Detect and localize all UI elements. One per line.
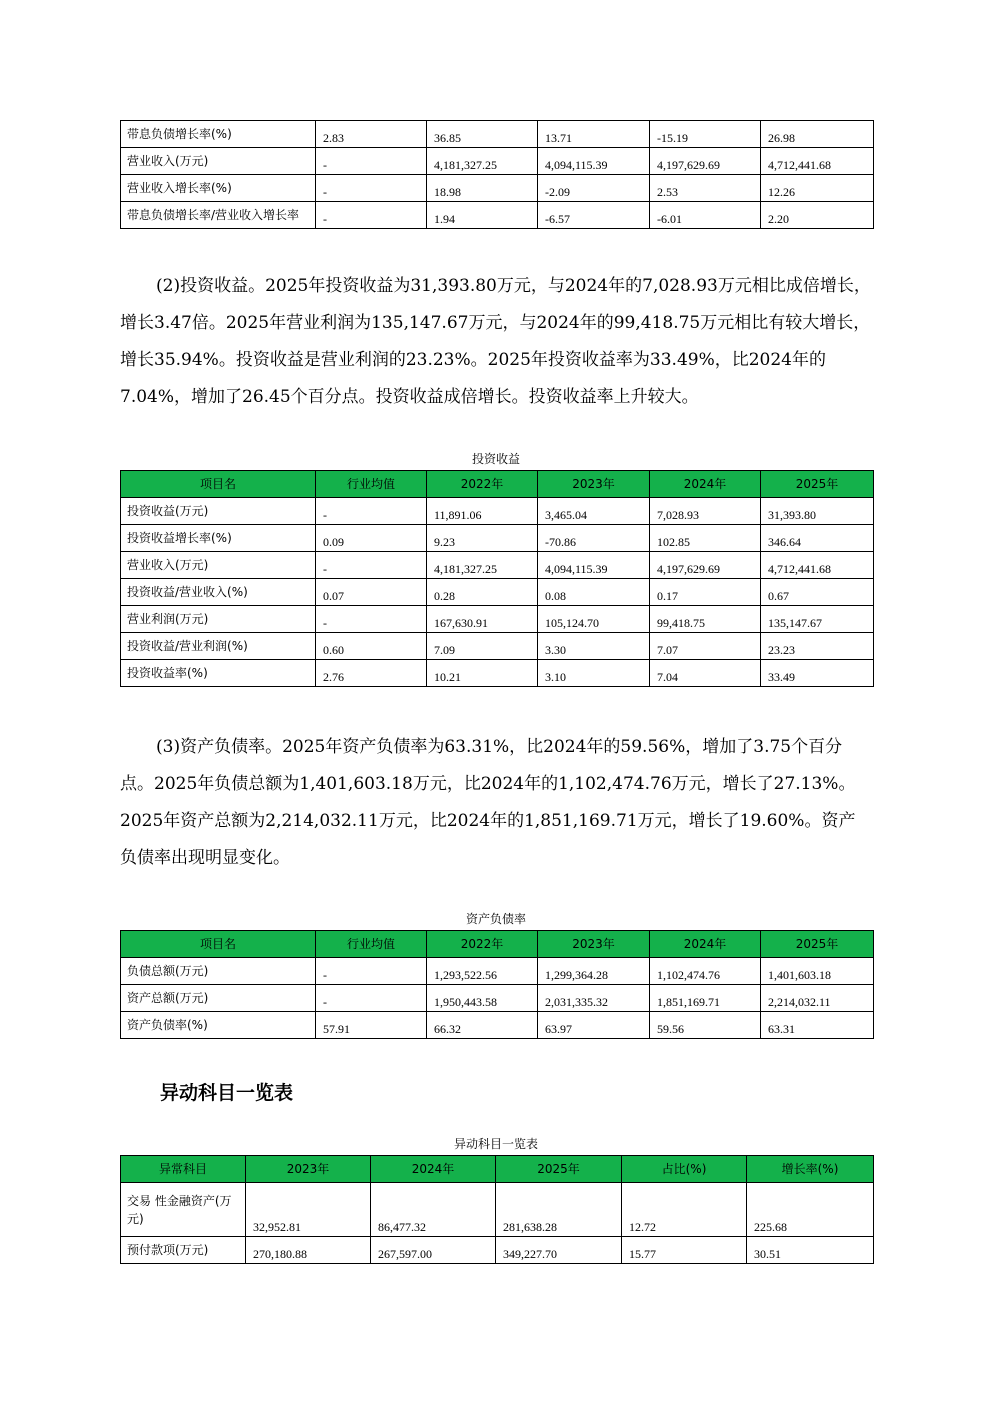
row-label: 营业收入(万元)	[121, 148, 316, 175]
table-cell: 1.94	[427, 202, 538, 229]
table-cell: -	[316, 498, 427, 525]
anomaly-table-body	[121, 1183, 874, 1264]
anomaly-table-header	[121, 1156, 874, 1183]
investment-table-body	[121, 498, 874, 687]
table-cell: 1,950,443.58	[427, 985, 538, 1012]
table-cell: 32,952.81	[246, 1183, 371, 1237]
table-cell: 0.67	[761, 579, 874, 606]
table-cell: 57.91	[316, 1012, 427, 1039]
table-cell: 2.53	[650, 175, 761, 202]
table-row	[121, 525, 874, 552]
table-cell: 2.20	[761, 202, 874, 229]
table-cell: 2,214,032.11	[761, 985, 874, 1012]
table-cell: 4,094,115.39	[538, 148, 650, 175]
table-cell: 102.85	[650, 525, 761, 552]
table-row	[121, 148, 874, 175]
table-cell: -	[316, 175, 427, 202]
row-label: 投资收益(万元)	[121, 498, 316, 525]
column-header: 2023年	[538, 931, 650, 958]
row-label: 预付款项(万元)	[121, 1237, 246, 1264]
debt-table-caption: 资产负债率	[465, 912, 526, 926]
table-cell: 86,477.32	[371, 1183, 496, 1237]
row-label: 资产总额(万元)	[121, 985, 316, 1012]
table-cell: 4,094,115.39	[538, 552, 650, 579]
table-cell: 167,630.91	[427, 606, 538, 633]
table-row	[121, 579, 874, 606]
table-cell: 2.83	[316, 121, 427, 148]
row-label: 投资收益/营业收入(%)	[121, 579, 316, 606]
table-cell: 66.32	[427, 1012, 538, 1039]
table-cell: 15.77	[622, 1237, 747, 1264]
row-label: 投资收益率(%)	[121, 660, 316, 687]
table-cell: 4,712,441.68	[761, 552, 874, 579]
table-cell: 1,293,522.56	[427, 958, 538, 985]
debt-paragraph: (3)资产负债率。2025年资产负债率为63.31%，比2024年的59.56%，增加了3.75个百分点。2025年负债总额为1,401,603.18万元，比2024年的1,102,474.76万元，增长了27.13%。2025年资产总额为2,214,032.11万元，比2024年的1,851,169.71万元，增长了19.60%。资产负债率出现明显变化。	[120, 737, 856, 868]
table-cell: 0.28	[427, 579, 538, 606]
table-cell: 10.21	[427, 660, 538, 687]
table-cell: -15.19	[650, 121, 761, 148]
column-header: 2023年	[246, 1156, 371, 1183]
debt-ratio-table	[120, 930, 874, 1039]
table-cell: 9.23	[427, 525, 538, 552]
table-row	[121, 958, 874, 985]
top-table-body	[121, 121, 874, 229]
table-cell: 11,891.06	[427, 498, 538, 525]
table-cell: -2.09	[538, 175, 650, 202]
table-cell: 0.09	[316, 525, 427, 552]
column-header: 占比(%)	[622, 1156, 747, 1183]
table-cell: 3.10	[538, 660, 650, 687]
row-label: 负债总额(万元)	[121, 958, 316, 985]
table-cell: 1,401,603.18	[761, 958, 874, 985]
table-cell: 270,180.88	[246, 1237, 371, 1264]
table-row	[121, 175, 874, 202]
column-header: 2024年	[650, 931, 761, 958]
table-cell: -6.01	[650, 202, 761, 229]
table-cell: 281,638.28	[496, 1183, 622, 1237]
table-cell: 12.26	[761, 175, 874, 202]
table-cell: 2,031,335.32	[538, 985, 650, 1012]
table-row	[121, 660, 874, 687]
top-table	[120, 120, 874, 229]
anomaly-table	[120, 1155, 874, 1264]
column-header: 增长率(%)	[747, 1156, 874, 1183]
column-header: 2023年	[538, 471, 650, 498]
table-cell: 26.98	[761, 121, 874, 148]
table-cell: 1,851,169.71	[650, 985, 761, 1012]
column-header: 2022年	[427, 931, 538, 958]
section-heading: 异动科目一览表	[160, 1082, 294, 1104]
table-cell: -	[316, 202, 427, 229]
table-cell: 1,102,474.76	[650, 958, 761, 985]
table-cell: 7.04	[650, 660, 761, 687]
table-cell: 7.07	[650, 633, 761, 660]
table-cell: 4,181,327.25	[427, 148, 538, 175]
table-cell: -	[316, 958, 427, 985]
table-cell: -	[316, 552, 427, 579]
table-row	[121, 606, 874, 633]
column-header: 行业均值	[316, 931, 427, 958]
table-cell: 0.60	[316, 633, 427, 660]
table-cell: 13.71	[538, 121, 650, 148]
table-cell: 105,124.70	[538, 606, 650, 633]
table-cell: 0.08	[538, 579, 650, 606]
table-cell: 4,197,629.69	[650, 148, 761, 175]
column-header: 2022年	[427, 471, 538, 498]
table-row	[121, 985, 874, 1012]
column-header: 项目名	[121, 931, 316, 958]
table-cell: 2.76	[316, 660, 427, 687]
table-row	[121, 552, 874, 579]
table-cell: 23.23	[761, 633, 874, 660]
row-label: 交易 性金融资产(万元)	[121, 1183, 246, 1237]
table-cell: 7,028.93	[650, 498, 761, 525]
table-cell: 4,197,629.69	[650, 552, 761, 579]
column-header: 行业均值	[316, 471, 427, 498]
table-row	[121, 633, 874, 660]
column-header: 2025年	[761, 471, 874, 498]
table-cell: 31,393.80	[761, 498, 874, 525]
table-cell: 1,299,364.28	[538, 958, 650, 985]
table-cell: 30.51	[747, 1237, 874, 1264]
investment-table	[120, 470, 874, 687]
table-row	[121, 121, 874, 148]
table-cell: 18.98	[427, 175, 538, 202]
row-label: 投资收益增长率(%)	[121, 525, 316, 552]
column-header: 2025年	[761, 931, 874, 958]
table-cell: 12.72	[622, 1183, 747, 1237]
investment-table-header	[121, 471, 874, 498]
table-cell: 346.64	[761, 525, 874, 552]
table-cell: 4,181,327.25	[427, 552, 538, 579]
table-cell: 99,418.75	[650, 606, 761, 633]
anomaly-table-caption: 异动科目一览表	[453, 1137, 538, 1151]
table-cell: 0.07	[316, 579, 427, 606]
table-cell: 36.85	[427, 121, 538, 148]
table-cell: 33.49	[761, 660, 874, 687]
table-cell: 3.30	[538, 633, 650, 660]
row-label: 带息负债增长率/营业收入增长率	[121, 202, 316, 229]
table-cell: -	[316, 606, 427, 633]
table-cell: 63.31	[761, 1012, 874, 1039]
debt-table-body	[121, 958, 874, 1039]
table-cell: 135,147.67	[761, 606, 874, 633]
column-header: 2024年	[650, 471, 761, 498]
table-cell: -	[316, 148, 427, 175]
row-label: 投资收益/营业利润(%)	[121, 633, 316, 660]
column-header: 异常科目	[121, 1156, 246, 1183]
table-cell: -6.57	[538, 202, 650, 229]
debt-table-header	[121, 931, 874, 958]
table-cell: 7.09	[427, 633, 538, 660]
table-cell: 63.97	[538, 1012, 650, 1039]
table-cell: 0.17	[650, 579, 761, 606]
column-header: 项目名	[121, 471, 316, 498]
table-cell: 225.68	[747, 1183, 874, 1237]
table-cell: 59.56	[650, 1012, 761, 1039]
table-row	[121, 1012, 874, 1039]
table-row	[121, 202, 874, 229]
row-label: 营业收入(万元)	[121, 552, 316, 579]
table-row	[121, 498, 874, 525]
investment-table-caption: 投资收益	[471, 452, 520, 466]
row-label: 营业收入增长率(%)	[121, 175, 316, 202]
row-label: 资产负债率(%)	[121, 1012, 316, 1039]
table-cell: 267,597.00	[371, 1237, 496, 1264]
table-cell: -70.86	[538, 525, 650, 552]
investment-paragraph: (2)投资收益。2025年投资收益为31,393.80万元，与2024年的7,028.93万元相比成倍增长，增长3.47倍。2025年营业利润为135,147.67万元，与2024年的99,418.75万元相比有较大增长，增长35.94%。投资收益是营业利润的23.23%。2025年投资收益率为33.49%，比2024年的7.04%，增加了26.45个百分点。投资收益成倍增长。投资收益率上升较大。	[120, 276, 871, 407]
column-header: 2024年	[371, 1156, 496, 1183]
table-cell: 4,712,441.68	[761, 148, 874, 175]
table-row	[121, 1183, 874, 1237]
table-row	[121, 1237, 874, 1264]
table-cell: 3,465.04	[538, 498, 650, 525]
row-label: 带息负债增长率(%)	[121, 121, 316, 148]
row-label: 营业利润(万元)	[121, 606, 316, 633]
column-header: 2025年	[496, 1156, 622, 1183]
table-cell: 349,227.70	[496, 1237, 622, 1264]
table-cell: -	[316, 985, 427, 1012]
